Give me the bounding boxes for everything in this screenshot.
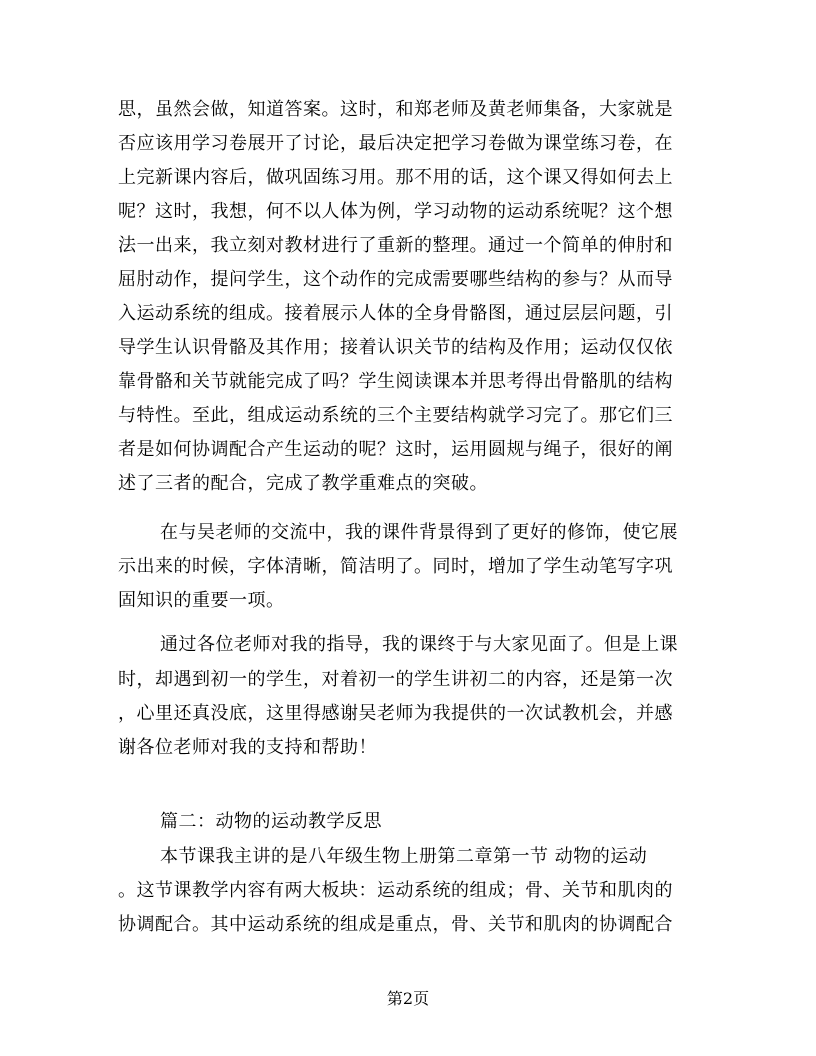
paragraph-first-line: 通过各位老师对我的指导，我的课终于与大家见面了。但是上课: [160, 634, 678, 655]
text-line: 谢各位老师对我的支持和帮助！: [118, 737, 377, 758]
paragraph-first-line: 在与吴老师的交流中，我的课件背景得到了更好的修饰，使它展: [160, 522, 678, 543]
text-line: 时，却遇到初一的学生，对着初一的学生讲初二的内容，还是第一次: [118, 669, 673, 690]
paragraph-first-line: 本节课我主讲的是八年级生物上册第二章第一节 动物的运动: [160, 846, 648, 867]
text-line: 固知识的重要一项。: [118, 590, 285, 611]
text-line: ，心里还真没底，这里得感谢吴老师为我提供的一次试教机会，并感: [118, 703, 673, 724]
section-heading: 篇二：动物的运动教学反思: [160, 811, 382, 832]
text-line: 上完新课内容后，做巩固练习用。那不用的话，这个课又得如何去上: [118, 167, 673, 188]
text-line: 法一出来，我立刻对教材进行了重新的整理。通过一个简单的伸肘和: [118, 235, 673, 256]
text-line: 与特性。至此，组成运动系统的三个主要结构就学习完了。那它们三: [118, 405, 673, 426]
text-line: 屈肘动作，提问学生，这个动作的完成需要哪些结构的参与？从而导: [118, 269, 673, 290]
text-line: 。这节课教学内容有两大板块：运动系统的组成；骨、关节和肌肉的: [118, 880, 673, 901]
text-line: 示出来的时候，字体清晰，简洁明了。同时，增加了学生动笔写字巩: [118, 556, 673, 577]
text-line: 呢？这时，我想，何不以人体为例，学习动物的运动系统呢？这个想: [118, 201, 673, 222]
text-line: 思，虽然会做，知道答案。这时，和郑老师及黄老师集备，大家就是: [118, 99, 673, 120]
text-line: 协调配合。其中运动系统的组成是重点，骨、关节和肌肉的协调配合: [118, 914, 673, 935]
text-line: 靠骨骼和关节就能完成了吗？学生阅读课本并思考得出骨骼肌的结构: [118, 371, 673, 392]
text-line: 者是如何协调配合产生运动的呢？这时，运用圆规与绳子，很好的阐: [118, 439, 673, 460]
text-line: 导学生认识骨骼及其作用；接着认识关节的结构及作用；运动仅仅依: [118, 337, 673, 358]
text-line: 入运动系统的组成。接着展示人体的全身骨骼图，通过层层问题，引: [118, 303, 673, 324]
text-line: 述了三者的配合，完成了教学重难点的突破。: [118, 473, 488, 494]
text-line: 否应该用学习卷展开了讨论，最后决定把学习卷做为课堂练习卷，在: [118, 133, 673, 154]
page-number: 第2页: [386, 989, 430, 1008]
